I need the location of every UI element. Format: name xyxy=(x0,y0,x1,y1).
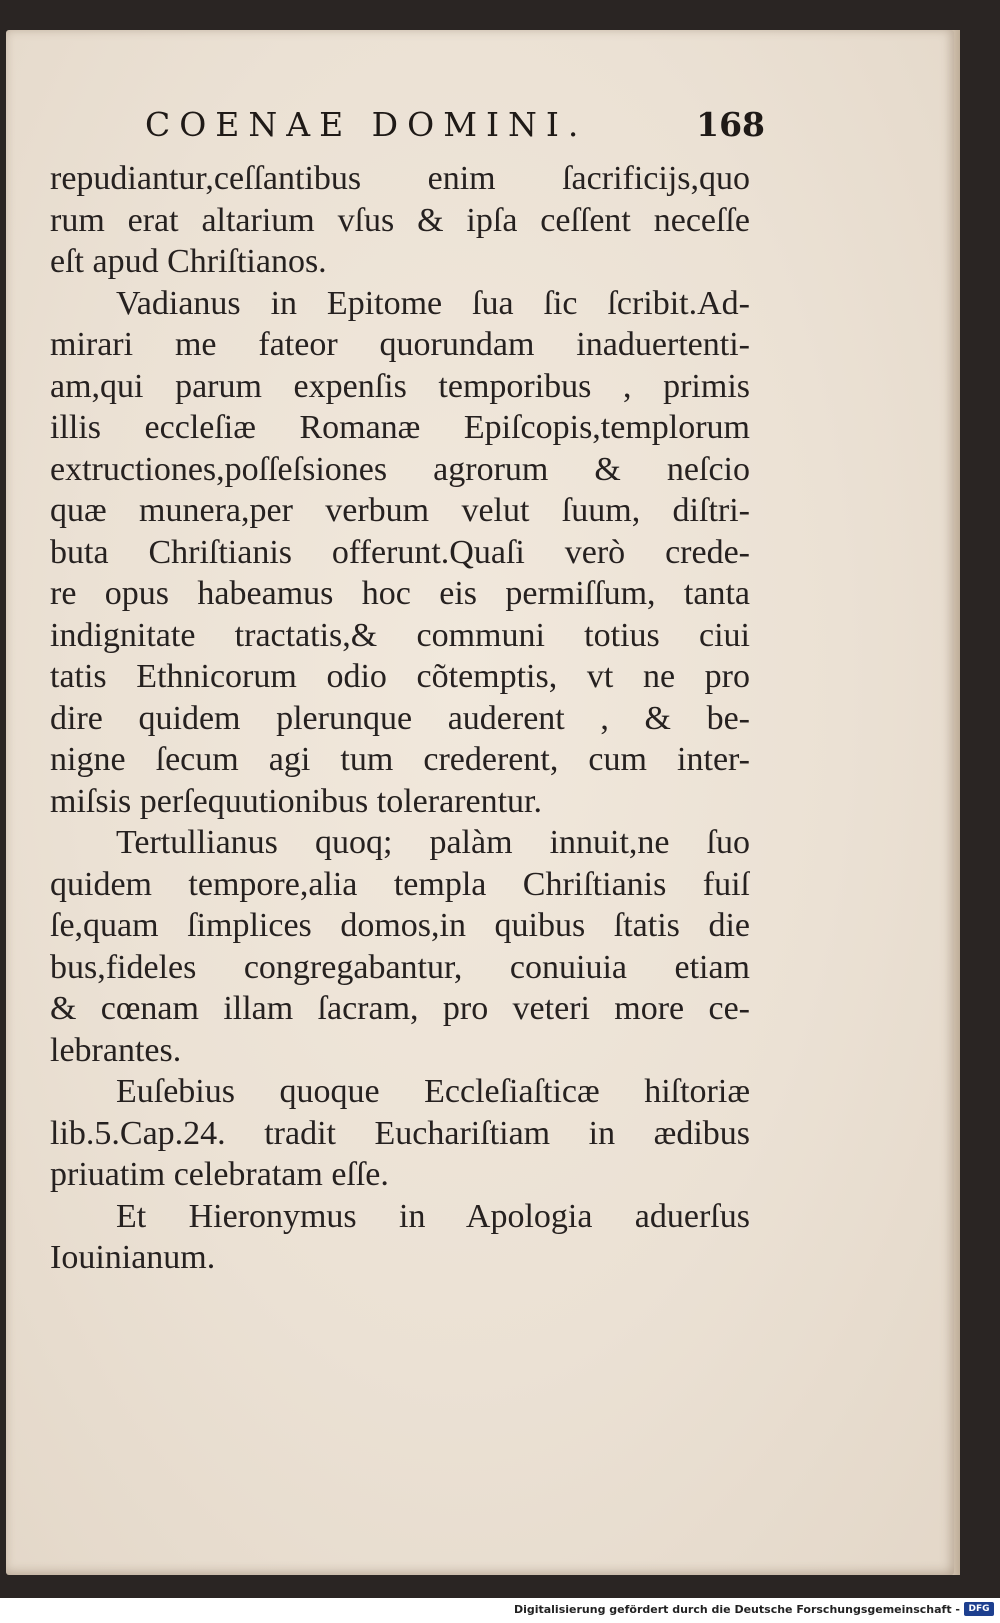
text-line: tatis Ethnicorum odio cõtemptis, vt ne pro xyxy=(50,658,750,695)
text-line: Vadianus in Epitome ſua ſic ſcribit.Ad- xyxy=(116,284,750,322)
text-line: Iouinianum. xyxy=(50,1239,216,1276)
text-line: miſsis perſequutionibus tolerarentur. xyxy=(50,782,542,820)
text-line: rum erat altarium vſus & ipſa ceſſent neceſſe xyxy=(50,201,750,239)
text-line: indignitate tractatis,& communi totius ciui xyxy=(50,616,750,654)
text-line: buta Chriſtianis offerunt.Quaſi verò crede- xyxy=(50,533,750,571)
page-header xyxy=(145,105,765,155)
text-line: illis eccleſiæ Romanæ Epiſcopis,templorum xyxy=(50,409,750,446)
text-line: Tertullianus quoq; palàm innuit,ne ſuo xyxy=(116,824,750,861)
text-line: priuatim celebratam eſſe. xyxy=(50,1156,389,1193)
text-line: bus,fideles congregabantur, conuiuia etiam xyxy=(50,948,750,986)
text-line: quæ munera,per verbum velut ſuum, diſtri- xyxy=(50,492,750,529)
text-line: Euſebius quoque Eccleſiaſticæ hiſtoriæ xyxy=(116,1073,750,1110)
funding-credit: Digitalisierung gefördert durch die Deutsche Forschungsgemeinschaft - xyxy=(513,1603,960,1616)
dfg-logo-icon: DFG xyxy=(964,1602,994,1616)
body-text xyxy=(50,158,750,1279)
text-line: nigne ſecum agi tum crederent, cum inter- xyxy=(50,741,750,778)
footer-bar xyxy=(0,1598,1000,1623)
running-title: COENAE DOMINI. xyxy=(145,105,588,144)
text-line: extructiones,poſſeſsiones agrorum & neſcio xyxy=(50,450,750,488)
page-number: 168 xyxy=(696,105,765,144)
text-line: am,qui parum expenſis temporibus , primis xyxy=(50,367,750,405)
text-line: lebrantes. xyxy=(50,1031,182,1069)
text-line: lib.5.Cap.24. tradit Euchariſtiam in ædibus xyxy=(50,1114,750,1152)
text-line: ſe,quam ſimplices domos,in quibus ſtatis die xyxy=(50,907,750,944)
text-line: quidem tempore,alia templa Chriſtianis fuiſ xyxy=(50,865,750,903)
text-line: repudiantur,ceſſantibus enim ſacrificijs,quo xyxy=(50,160,750,197)
text-line: eſt apud Chriſtianos. xyxy=(50,243,327,280)
text-line: re opus habeamus hoc eis permiſſum, tanta xyxy=(50,575,750,612)
text-line: & cœnam illam ſacram, pro veteri more ce- xyxy=(50,990,750,1027)
text-line: dire quidem plerunque auderent , & be- xyxy=(50,699,750,737)
text-line: mirari me fateor quorundam inaduertenti- xyxy=(50,326,750,363)
text-line: Et Hieronymus in Apologia aduerſus xyxy=(116,1197,750,1235)
